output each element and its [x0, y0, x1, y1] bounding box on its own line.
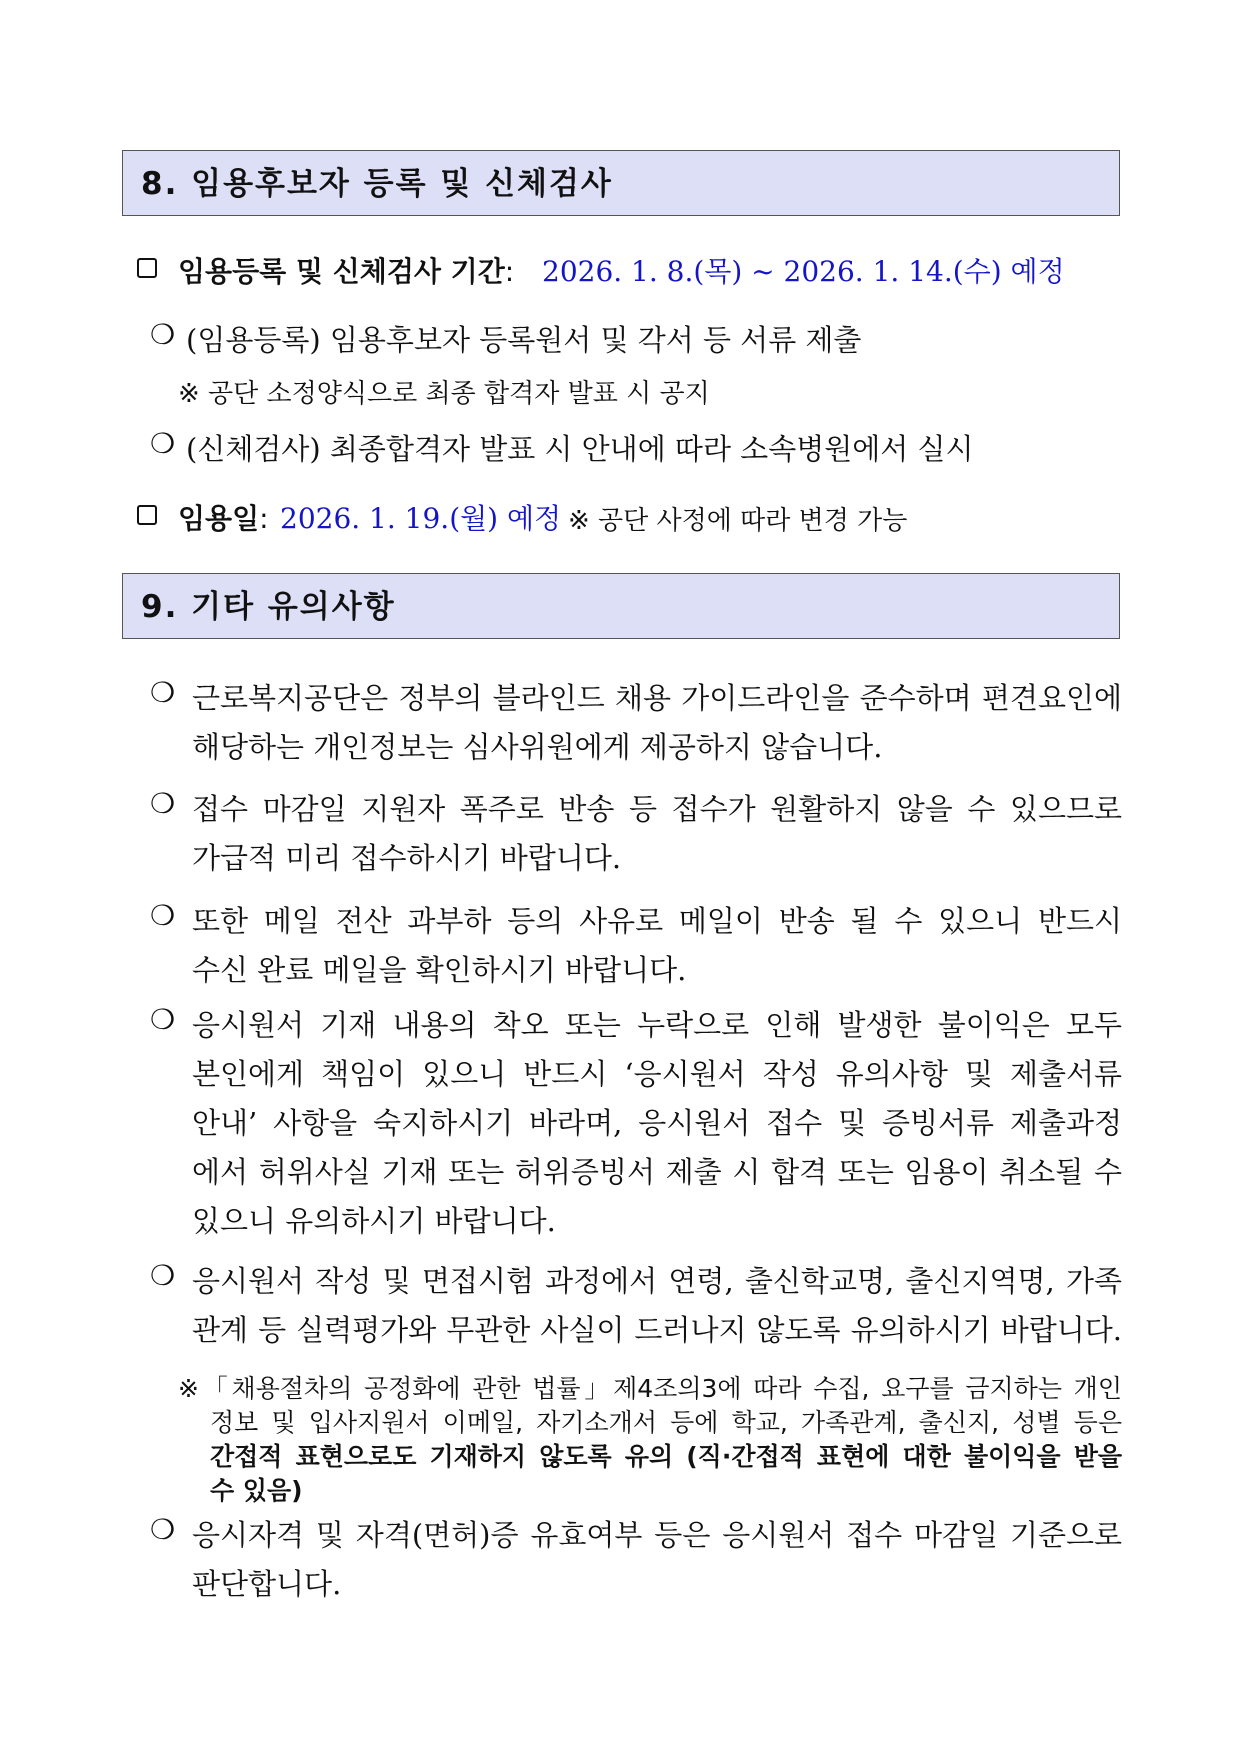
law-note-emphasis: 간접적 표현으로도 기재하지 않도록 유의 (직·간접적 표현에 대한 불이익을 받을 — [210, 1442, 1122, 1471]
item-text: (임용등록) 임용후보자 등록원서 및 각서 등 서류 제출 — [186, 323, 862, 357]
item-text: 판단합니다. — [192, 1567, 342, 1601]
date-value: 2026. 1. 19.(월) 예정 — [280, 502, 562, 535]
section-8-title: 8. 임용후보자 등록 및 신체검사 — [141, 166, 613, 202]
item-text: 근로복지공단은 정부의 블라인드 채용 가이드라인을 준수하며 편견요인에 — [192, 681, 1122, 715]
bullet-icon: ❍ — [150, 427, 176, 460]
item-text: 응시원서 기재 내용의 착오 또는 누락으로 인해 발생한 불이익은 모두 — [192, 1008, 1122, 1042]
item-text: 관계 등 실력평가와 무관한 사실이 드러나지 않도록 유의하시기 바랍니다. — [192, 1313, 1122, 1347]
bullet-icon: ❍ — [150, 787, 176, 820]
bullet-icon: ❍ — [150, 318, 176, 351]
checkbox-square-icon — [137, 505, 157, 525]
item-text: 본인에게 책임이 있으니 반드시 ‘응시원서 작성 유의사항 및 제출서류 — [192, 1057, 1122, 1091]
item-text: 가급적 미리 접수하시기 바랍니다. — [192, 841, 622, 875]
section-9-title: 9. 기타 유의사항 — [141, 589, 396, 625]
item-text: 수신 완료 메일을 확인하시기 바랍니다. — [192, 953, 687, 987]
date-note: ※ 공단 사정에 따라 변경 가능 — [568, 506, 908, 536]
item-text: 해당하는 개인정보는 심사위원에게 제공하지 않습니다. — [192, 730, 883, 764]
bullet-icon: ❍ — [150, 899, 176, 932]
bullet-icon: ❍ — [150, 1513, 176, 1546]
law-note-text: ※「채용절차의 공정화에 관한 법률」제4조의3에 따라 수집, 요구를 금지하는 개인 — [178, 1374, 1122, 1403]
item-text: 안내’ 사항을 숙지하시기 바라며, 응시원서 접수 및 증빙서류 제출과정 — [192, 1106, 1122, 1140]
bullet-icon: ❍ — [150, 1003, 176, 1036]
item-text: 있으니 유의하시기 바랍니다. — [192, 1204, 556, 1238]
section-9-header — [122, 573, 1120, 639]
law-note-emphasis: 수 있음) — [210, 1476, 303, 1505]
section-8-header — [122, 150, 1120, 216]
law-note-text: 정보 및 입사지원서 이메일, 자기소개서 등에 학교, 가족관계, 출신지, 성별 등은 — [210, 1408, 1122, 1437]
period-value: 2026. 1. 8.(목) ~ 2026. 1. 14.(수) 예정 — [542, 255, 1065, 288]
date-label: 임용일: — [178, 502, 269, 535]
item-text: 에서 허위사실 기재 또는 허위증빙서 제출 시 합격 또는 임용이 취소될 수 — [192, 1155, 1122, 1189]
item-text: (신체검사) 최종합격자 발표 시 안내에 따라 소속병원에서 실시 — [186, 432, 974, 466]
note-text: ※ 공단 소정양식으로 최종 합격자 발표 시 공지 — [178, 379, 710, 409]
bullet-icon: ❍ — [150, 676, 176, 709]
checkbox-square-icon — [137, 258, 157, 278]
item-text: 응시원서 작성 및 면접시험 과정에서 연령, 출신학교명, 출신지역명, 가족 — [192, 1264, 1122, 1298]
item-text: 응시자격 및 자격(면허)증 유효여부 등은 응시원서 접수 마감일 기준으로 — [192, 1518, 1122, 1552]
bullet-icon: ❍ — [150, 1259, 176, 1292]
item-text: 또한 메일 전산 과부하 등의 사유로 메일이 반송 될 수 있으니 반드시 — [192, 904, 1122, 938]
period-label: 임용등록 및 신체검사 기간: — [178, 255, 515, 288]
item-text: 접수 마감일 지원자 폭주로 반송 등 접수가 원활하지 않을 수 있으므로 — [192, 792, 1122, 826]
